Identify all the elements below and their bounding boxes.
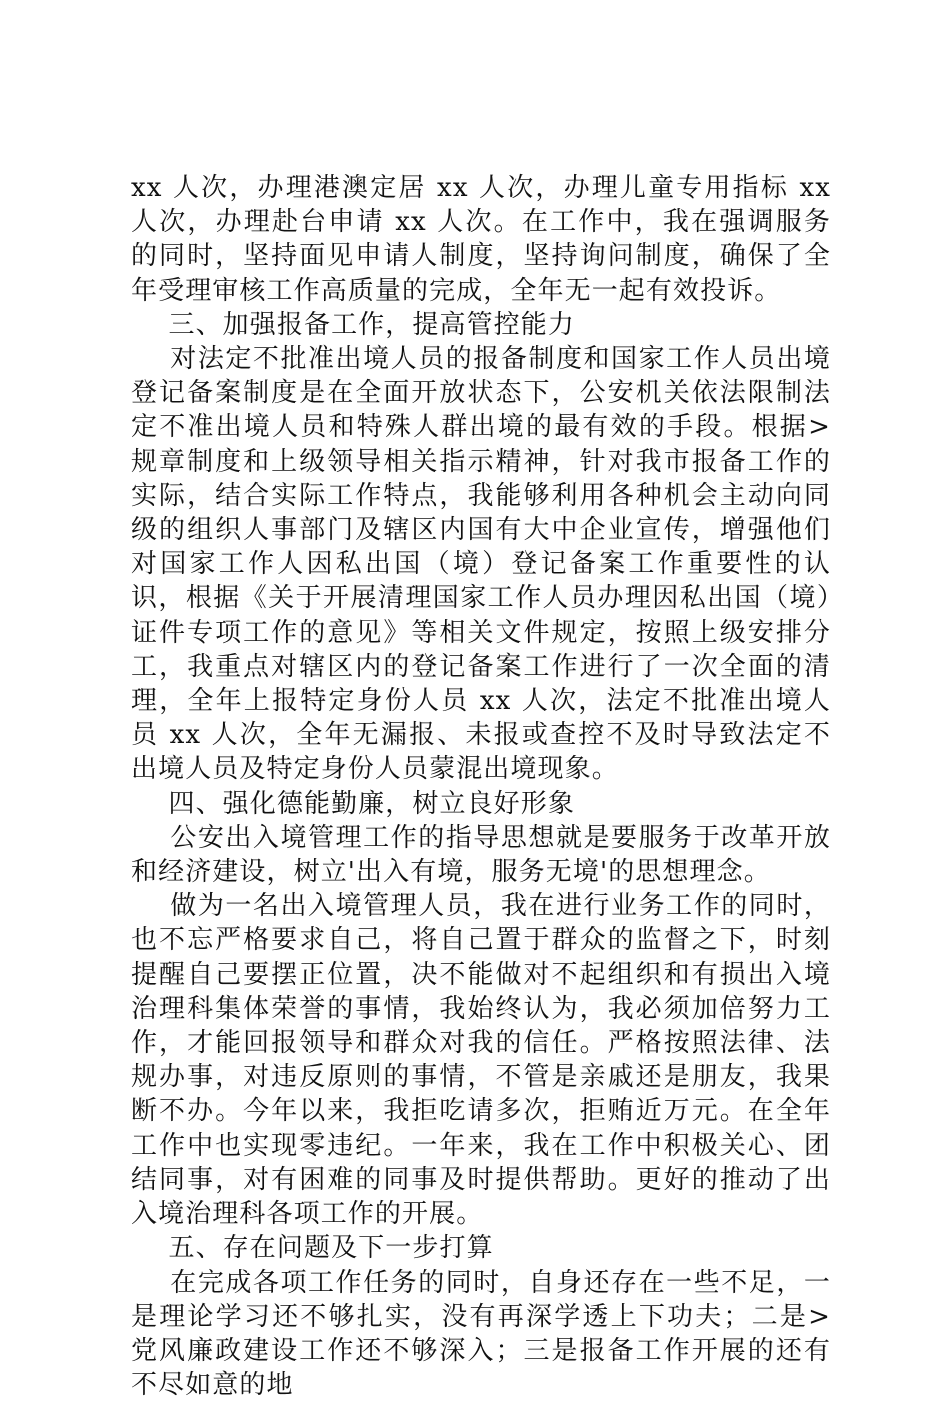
section-heading-3: 三、加强报备工作，提高管控能力 [131, 308, 831, 342]
paragraph-self-discipline: 做为一名出入境管理人员，我在进行业务工作的同时，也不忘严格要求自己，将自己置于群众的监督之下，时刻提醒自己要摆正位置，决不能做对不起组织和有损出入境治理科集体荣誉的事情，我始终认为，我必须加倍努力工作，才能回报领导和群众对我的信任。严格按照法律、法规办事，对违反原则的事情，不管是亲戚还是朋友，我果断不办。今年以来，我拒吃请多次，拒贿近万元。在全年工作中也实现零违纪。一年来，我在工作中积极关心、团结同事，对有困难的同事及时提供帮助。更好的推动了出入境治理科各项工作的开展。 [131, 889, 831, 1231]
paragraph-reporting-work: 对法定不批准出境人员的报备制度和国家工作人员出境登记备案制度是在全面开放状态下，公安机关依法限制法定不准出境人员和特殊人群出境的最有效的手段。根据>规章制度和上级领导相关指示精神，针对我市报备工作的实际，结合实际工作特点，我能够利用各种机会主动向同级的组织人事部门及辖区内国有大中企业宣传，增强他们对国家工作人因私出国（境）登记备案工作重要性的认识，根据《关于开展清理国家工作人员办理因私出国（境）证件专项工作的意见》等相关文件规定，按照上级安排分工，我重点对辖区内的登记备案工作进行了一次全面的清理，全年上报特定身份人员 xx 人次，法定不批准出境人员 xx 人次，全年无漏报、未报或查控不及时导致法定不出境人员及特定身份人员蒙混出境现象。 [131, 342, 831, 787]
paragraph-statistics-continued: xx 人次，办理港澳定居 xx 人次，办理儿童专用指标 xx 人次，办理赴台申请 xx 人次。在工作中，我在强调服务的同时，坚持面见申请人制度，坚持询问制度，确保了全年受理审核工作高质量的完成，全年无一起有效投诉。 [131, 171, 831, 308]
paragraph-guiding-idea: 公安出入境管理工作的指导思想就是要服务于改革开放和经济建设，树立'出入有境，服务无境'的思想理念。 [131, 821, 831, 889]
section-heading-5: 五、存在问题及下一步打算 [131, 1231, 831, 1265]
section-heading-4: 四、强化德能勤廉，树立良好形象 [131, 787, 831, 821]
paragraph-shortcomings: 在完成各项工作任务的同时，自身还存在一些不足，一是理论学习还不够扎实，没有再深学透上下功夫；二是>党风廉政建设工作还不够深入；三是报备工作开展的还有不尽如意的地 [131, 1266, 831, 1402]
document-body [131, 171, 831, 1402]
